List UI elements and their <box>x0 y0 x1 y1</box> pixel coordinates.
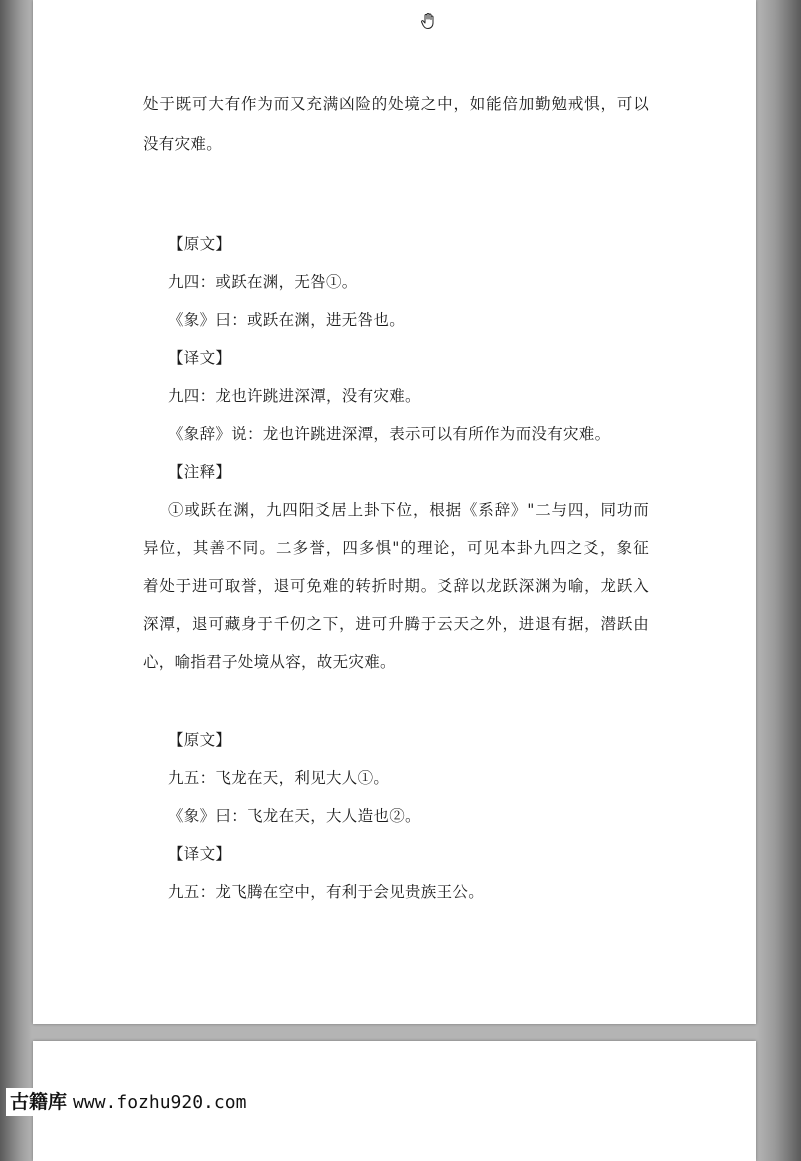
watermark-brand: 古籍库 <box>10 1091 68 1113</box>
translation-heading: 【译文】 <box>168 845 232 863</box>
site-watermark <box>6 1088 250 1116</box>
original-heading: 【原文】 <box>168 235 232 253</box>
original-text-line: 《象》曰：或跃在渊，进无咎也。 <box>168 311 406 329</box>
notes-text-line: 深潭，退可藏身于千仞之下，进可升腾于云天之外，进退有据，潜跃由 <box>143 615 649 633</box>
notes-text-line: 异位，其善不同。二多誉，四多惧"的理论，可见本卦九四之爻，象征 <box>143 539 649 557</box>
original-text-line: 《象》曰：飞龙在天，大人造也②。 <box>168 807 421 825</box>
original-heading: 【原文】 <box>168 731 232 749</box>
translation-text-line: 九四：龙也许跳进深潭，没有灾难。 <box>168 387 421 405</box>
original-text-line: 九五：飞龙在天，利见大人①。 <box>168 769 390 787</box>
notes-text-line: 着处于进可取誉，退可免难的转折时期。爻辞以龙跃深渊为喻，龙跃入 <box>143 577 649 595</box>
hand-grab-icon <box>420 12 436 30</box>
original-text-line: 九四：或跃在渊，无咎①。 <box>168 273 358 291</box>
notes-heading: 【注释】 <box>168 463 232 481</box>
intro-line: 处于既可大有作为而又充满凶险的处境之中，如能倍加勤勉戒惧，可以 <box>143 95 649 113</box>
intro-line: 没有灾难。 <box>143 135 223 153</box>
translation-text-line: 《象辞》说：龙也许跳进深潭，表示可以有所作为而没有灾难。 <box>168 425 611 443</box>
notes-text-line: ①或跃在渊，九四阳爻居上卦下位，根据《系辞》"二与四，同功而 <box>168 501 649 519</box>
notes-text-line: 心，喻指君子处境从容，故无灾难。 <box>143 653 396 671</box>
translation-heading: 【译文】 <box>168 349 232 367</box>
watermark-site: www.fozhu920.com <box>73 1092 247 1113</box>
translation-text-line: 九五：龙飞腾在空中，有利于会见贵族王公。 <box>168 883 485 901</box>
